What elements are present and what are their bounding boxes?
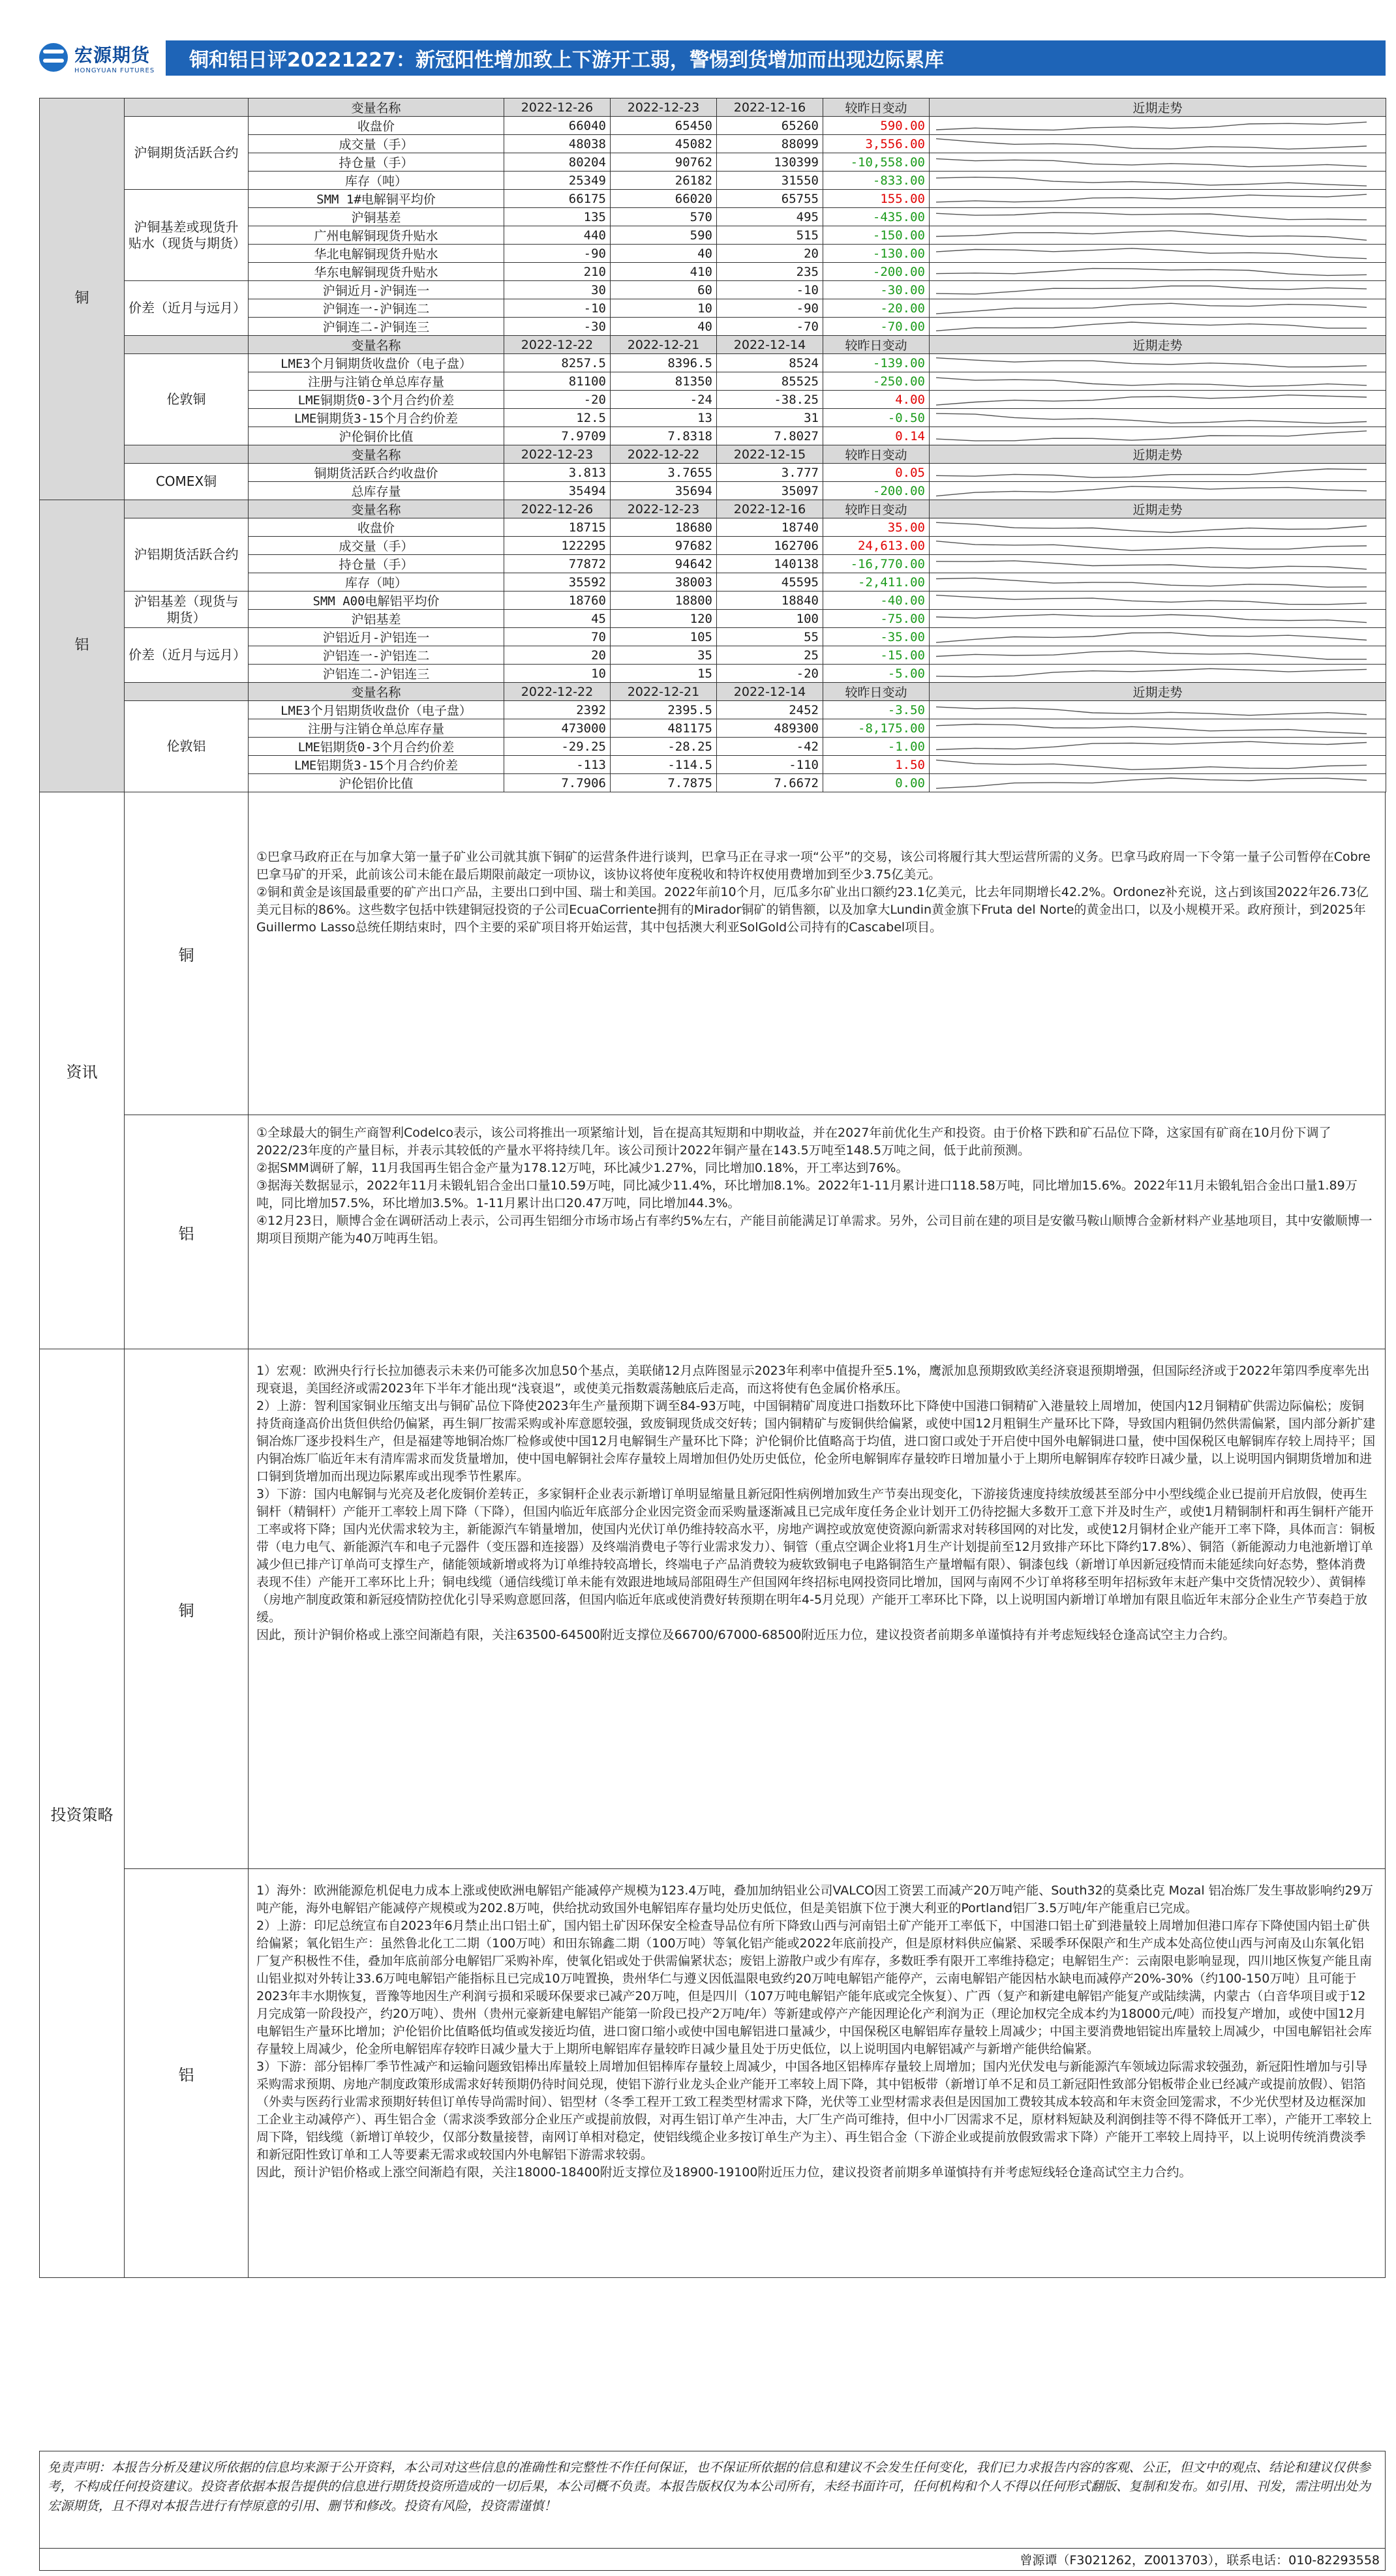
row-name: 沪铝连二-沪铝连三 bbox=[249, 665, 504, 683]
trend-sparkline bbox=[930, 372, 1386, 391]
col-header-date: 2022-12-23 bbox=[611, 500, 717, 518]
row-value: -10 bbox=[717, 281, 823, 299]
row-value: -29.25 bbox=[504, 738, 611, 756]
col-header-change: 较昨日变动 bbox=[823, 683, 930, 701]
row-value: 140138 bbox=[717, 555, 823, 573]
row-change: 3,556.00 bbox=[823, 135, 930, 153]
row-change: -70.00 bbox=[823, 318, 930, 336]
col-header-date: 2022-12-23 bbox=[611, 98, 717, 117]
row-change: 0.00 bbox=[823, 774, 930, 792]
row-value: 85525 bbox=[717, 372, 823, 391]
col-header-name: 变量名称 bbox=[249, 98, 504, 117]
row-value: 40 bbox=[611, 245, 717, 263]
row-value: 7.6672 bbox=[717, 774, 823, 792]
row-value: 97682 bbox=[611, 537, 717, 555]
row-value: 440 bbox=[504, 226, 611, 245]
row-name: 沪铝基差 bbox=[249, 610, 504, 628]
trend-sparkline bbox=[930, 245, 1386, 263]
row-value: 7.7875 bbox=[611, 774, 717, 792]
row-value: 7.9709 bbox=[504, 427, 611, 445]
row-value: 7.7906 bbox=[504, 774, 611, 792]
row-value: 18740 bbox=[717, 518, 823, 537]
table-row bbox=[40, 518, 1386, 537]
trend-sparkline bbox=[930, 482, 1386, 500]
strategy-copper bbox=[125, 1349, 1385, 1869]
row-change: -3.50 bbox=[823, 701, 930, 719]
row-change: -20.00 bbox=[823, 299, 930, 318]
row-name: 库存（吨） bbox=[249, 172, 504, 190]
row-value: 495 bbox=[717, 208, 823, 226]
row-name: 沪伦铝价比值 bbox=[249, 774, 504, 792]
trend-sparkline bbox=[930, 299, 1386, 318]
col-header-date: 2022-12-14 bbox=[717, 336, 823, 354]
row-name: 铜期货活跃合约收盘价 bbox=[249, 464, 504, 482]
row-value: 135 bbox=[504, 208, 611, 226]
table-row bbox=[40, 592, 1386, 610]
row-value: 3.777 bbox=[717, 464, 823, 482]
logo-en: HONGYUAN FUTURES bbox=[74, 67, 155, 74]
trend-sparkline bbox=[930, 518, 1386, 537]
row-name: LME3个月铜期货收盘价（电子盘） bbox=[249, 354, 504, 372]
col-header-change: 较昨日变动 bbox=[823, 500, 930, 518]
row-value: 35097 bbox=[717, 482, 823, 500]
row-value: -90 bbox=[504, 245, 611, 263]
row-name: LME铜期货3-15个月合约价差 bbox=[249, 409, 504, 427]
row-value: 65450 bbox=[611, 117, 717, 135]
row-value: 66020 bbox=[611, 190, 717, 208]
header-blank bbox=[125, 336, 249, 354]
row-value: 7.8318 bbox=[611, 427, 717, 445]
row-change: -15.00 bbox=[823, 646, 930, 665]
trend-sparkline bbox=[930, 153, 1386, 172]
row-value: 66040 bbox=[504, 117, 611, 135]
col-header-date: 2022-12-14 bbox=[717, 683, 823, 701]
col-header-trend: 近期走势 bbox=[930, 500, 1386, 518]
row-value: 489300 bbox=[717, 719, 823, 738]
table-row bbox=[40, 117, 1386, 135]
row-value: 15 bbox=[611, 665, 717, 683]
strategy-al-label: 铝 bbox=[125, 1869, 249, 2277]
row-value: 2392 bbox=[504, 701, 611, 719]
row-change: -75.00 bbox=[823, 610, 930, 628]
table-row bbox=[40, 190, 1386, 208]
col-header-change: 较昨日变动 bbox=[823, 98, 930, 117]
row-value: -114.5 bbox=[611, 756, 717, 774]
row-change: -40.00 bbox=[823, 592, 930, 610]
row-change: 590.00 bbox=[823, 117, 930, 135]
trend-sparkline bbox=[930, 135, 1386, 153]
trend-sparkline bbox=[930, 409, 1386, 427]
disclaimer: 免责声明：本报告分析及建议所依据的信息均来源于公开资料，本公司对这些信息的准确性和完整性不作任何保证，也不保证所依据的信息和建议不会发生任何变化，我们已力求报告内容的客观、公正，但文中的观点、结论和建议仅供参考，不构成任何投资建议。投资者依据本报告提供的信息进行期货投资所造成的一切后果，本公司概不负责。本报告版权仅为本公司所有，未经书面许可，任何机构和个人不得以任何形式翻版、复制和发布。如引用、刊发，需注明出处为宏源期货，且不得对本报告进行有悖原意的引用、删节和修改。投资有风险，投资需谨慎！ bbox=[39, 2451, 1386, 2549]
logo-mark-icon bbox=[39, 43, 68, 72]
row-name: SMM 1#电解铜平均价 bbox=[249, 190, 504, 208]
strategy-copper-text: 1）宏观：欧洲央行行长拉加德表示未来仍可能多次加息50个基点，美联储12月点阵图显示2023年利率中值提升至5.1%，鹰派加息预期致欧美经济衰退预期增强，但国际经济或于2022年第四季度率先出现衰退，美国经济或需2023年下半年才能出现“浅衰退”，或使美元指数震荡触底后走高，而这将使有色金属价格承压。 2）上游：智利国家铜业压缩支出与铜矿品位下降使2023年生产量预期下调至84-93万吨，中国铜精矿周度进口指数环比下降使中国港口铜精矿入港量较上周增加，使国内12月铜精矿供需边际偏松；废铜持货商逢高价出货但供给仍偏紧，再生铜厂按需采购或补库意愿较强，致废铜现货成交好转；国内铜精矿与废铜供给偏紧，或使中国12月粗铜生产量环比下降，导致国内粗铜仍然供需偏紧，国内部分新扩建铜冶炼厂逐步投料生产，但是福建等地铜冶炼厂检修或使中国12月电解铜生产量环比下降；沪伦铜价比值略高于均值，进口窗口或处于开启使中国外电解铜进口量，使中国保税区电解铜库存较上周持平；国内铜冶炼厂临近年末有清库需求而发货量增加，使中国电解铜社会库存量较上周增加但仍处历史低位，伦金所电解铜库存量较昨日增加量小于上期所电解铜库存较昨日减少量，以上说明国内铜期货增加和进口铜到货增加而出现边际累库或出现季节性累库。 3）下游：国内电解铜与光亮及老化废铜价差转正，多家铜杆企业表示新增订单明显缩量且新冠阳性病例增加致生产节奏出现变化，下游接货速度持续放缓甚至部分中小型线缆企业已提前开启放假，使再生铜杆（精铜杆）产能开工率较上周下降（下降），但国内临近年底部分企业因完资金而采购量逐渐减且已完成年度任务企业计划开工仍待挖掘大多数开工意下并及时生产，或使1月精铜制杆和再生铜杆产能开工率或将下降；国内光伏需求较为主，新能源汽车销量增加，使国内光伏订单仍维持较高水平，房地产调控或放宽使资源向新需求对转移国网的对比发，或使12月铜材企业产能开工率下降，具体而言：铜板带（电力电气、新能源汽车和电子元器件（变压器和连接器）及终端消费电子等行业需求发力）、铜管（重点空调企业将1月生产计划提前至12月致排产环比下降约17.8%）、铜箔（新能源动力电池新增订单减少但已排产订单尚可支撑生产，储能领域新增或将为订单维持较高增长，终端电子产品消费较为疲软致铜电子电路铜箔生产量增幅有限）、铜漆包线（新增订单因新冠疫情而未能延续向好态势，整体消费表现不佳）产能开工率环比上升；铜电线缆（通信线缆订单未能有效跟进地域局部阻碍生产但国网年终招标电网投资同比增加，国网与南网不少订单将移至明年招标致年末赶产集中交货情况较少）、黄铜棒（房地产制度政策和新冠疫情防控优化引导采购意愿回落，但国内临近年底或使消费好转预期在明年4-5月兑现）产能开工率环比下降，以上说明国内新增订单增加有限且临近年末部分企业生产节奏趋于放缓。 因此，预计沪铜价格或上涨空间渐趋有限，关注63500-64500附近支撑位及66700/67000-68500附近压力位，建议投资者前期多单谨慎持有并考虑短线轻仓逢高试空主力合约。 bbox=[256, 1364, 1376, 1642]
group-label: 伦敦铝 bbox=[125, 701, 249, 792]
col-header-trend: 近期走势 bbox=[930, 683, 1386, 701]
row-change: 155.00 bbox=[823, 190, 930, 208]
row-change: -833.00 bbox=[823, 172, 930, 190]
trend-sparkline bbox=[930, 610, 1386, 628]
group-label: COMEX铜 bbox=[125, 464, 249, 500]
row-change: 1.50 bbox=[823, 756, 930, 774]
row-value: 18715 bbox=[504, 518, 611, 537]
row-value: 10 bbox=[611, 299, 717, 318]
row-name: 注册与注销仓单总库存量 bbox=[249, 372, 504, 391]
col-header-date: 2022-12-21 bbox=[611, 336, 717, 354]
row-name: LME3个月铝期货收盘价（电子盘） bbox=[249, 701, 504, 719]
row-value: 2452 bbox=[717, 701, 823, 719]
row-value: -42 bbox=[717, 738, 823, 756]
trend-sparkline bbox=[930, 208, 1386, 226]
row-value: 410 bbox=[611, 263, 717, 281]
row-value: 48038 bbox=[504, 135, 611, 153]
table-row bbox=[40, 628, 1386, 646]
group-label: 价差（近月与远月） bbox=[125, 628, 249, 683]
news-copper-label: 铜 bbox=[125, 792, 249, 1115]
strategy-copper-label: 铜 bbox=[125, 1349, 249, 1868]
row-value: 20 bbox=[717, 245, 823, 263]
strategy-section bbox=[39, 1349, 1386, 2278]
row-value: 3.813 bbox=[504, 464, 611, 482]
row-name: SMM A00电解铝平均价 bbox=[249, 592, 504, 610]
row-value: 45 bbox=[504, 610, 611, 628]
col-header-date: 2022-12-22 bbox=[611, 445, 717, 464]
trend-sparkline bbox=[930, 555, 1386, 573]
trend-sparkline bbox=[930, 738, 1386, 756]
trend-sparkline bbox=[930, 592, 1386, 610]
trend-sparkline bbox=[930, 701, 1386, 719]
col-header-date: 2022-12-16 bbox=[717, 98, 823, 117]
col-header-date: 2022-12-22 bbox=[504, 336, 611, 354]
row-name: 持仓量（手） bbox=[249, 153, 504, 172]
trend-sparkline bbox=[930, 427, 1386, 445]
row-name: 沪铜基差 bbox=[249, 208, 504, 226]
col-header-date: 2022-12-15 bbox=[717, 445, 823, 464]
row-value: 162706 bbox=[717, 537, 823, 555]
trend-sparkline bbox=[930, 628, 1386, 646]
trend-sparkline bbox=[930, 190, 1386, 208]
row-change: -5.00 bbox=[823, 665, 930, 683]
row-change: 0.14 bbox=[823, 427, 930, 445]
col-header-date: 2022-12-21 bbox=[611, 683, 717, 701]
col-header-date: 2022-12-23 bbox=[504, 445, 611, 464]
trend-sparkline bbox=[930, 646, 1386, 665]
table-header-row bbox=[40, 98, 1386, 117]
table-header-row bbox=[40, 336, 1386, 354]
trend-sparkline bbox=[930, 117, 1386, 135]
row-value: 18680 bbox=[611, 518, 717, 537]
row-value: 40 bbox=[611, 318, 717, 336]
row-value: 590 bbox=[611, 226, 717, 245]
row-name: 沪铝连一-沪铝连二 bbox=[249, 646, 504, 665]
group-label: 沪铝期货活跃合约 bbox=[125, 518, 249, 592]
row-name: 沪铝近月-沪铝连一 bbox=[249, 628, 504, 646]
row-value: -30 bbox=[504, 318, 611, 336]
table-header-row bbox=[40, 500, 1386, 518]
row-value: 10 bbox=[504, 665, 611, 683]
row-name: 沪铜连二-沪铜连三 bbox=[249, 318, 504, 336]
row-name: 成交量（手） bbox=[249, 135, 504, 153]
trend-sparkline bbox=[930, 226, 1386, 245]
row-change: -150.00 bbox=[823, 226, 930, 245]
row-name: 收盘价 bbox=[249, 518, 504, 537]
col-header-date: 2022-12-22 bbox=[504, 683, 611, 701]
trend-sparkline bbox=[930, 391, 1386, 409]
row-value: 65755 bbox=[717, 190, 823, 208]
table-header-row bbox=[40, 445, 1386, 464]
row-change: -16,770.00 bbox=[823, 555, 930, 573]
header-blank bbox=[125, 445, 249, 464]
row-value: 473000 bbox=[504, 719, 611, 738]
report-title: 铜和铝日评20221227：新冠阳性增加致上下游开工弱，警惕到货增加而出现边际累库 bbox=[166, 40, 1386, 76]
report-header bbox=[0, 0, 1396, 78]
trend-sparkline bbox=[930, 774, 1386, 792]
row-value: 81100 bbox=[504, 372, 611, 391]
row-value: -20 bbox=[504, 391, 611, 409]
row-value: -28.25 bbox=[611, 738, 717, 756]
analyst-contact: 曾源谭（F3021262，Z0013703），联系电话：010-82293558 bbox=[39, 2549, 1386, 2571]
row-value: 65260 bbox=[717, 117, 823, 135]
row-value: -90 bbox=[717, 299, 823, 318]
row-value: 8257.5 bbox=[504, 354, 611, 372]
market-data-table bbox=[39, 98, 1386, 792]
row-change: -250.00 bbox=[823, 372, 930, 391]
row-value: 235 bbox=[717, 263, 823, 281]
row-name: 沪铜连一-沪铜连二 bbox=[249, 299, 504, 318]
row-name: LME铝期货0-3个月合约价差 bbox=[249, 738, 504, 756]
row-name: 华北电解铜现货升贴水 bbox=[249, 245, 504, 263]
trend-sparkline bbox=[930, 665, 1386, 683]
row-value: 20 bbox=[504, 646, 611, 665]
row-value: -10 bbox=[504, 299, 611, 318]
metal-label: 铜 bbox=[40, 98, 125, 500]
row-change: -130.00 bbox=[823, 245, 930, 263]
news-aluminum bbox=[125, 1115, 1385, 1349]
row-value: 81350 bbox=[611, 372, 717, 391]
row-change: 4.00 bbox=[823, 391, 930, 409]
row-value: 94642 bbox=[611, 555, 717, 573]
col-header-name: 变量名称 bbox=[249, 445, 504, 464]
row-value: 35694 bbox=[611, 482, 717, 500]
row-value: 210 bbox=[504, 263, 611, 281]
row-change: -200.00 bbox=[823, 482, 930, 500]
row-value: 88099 bbox=[717, 135, 823, 153]
row-value: 12.5 bbox=[504, 409, 611, 427]
strategy-aluminum bbox=[125, 1869, 1385, 2277]
row-change: -30.00 bbox=[823, 281, 930, 299]
row-value: 45082 bbox=[611, 135, 717, 153]
row-change: -2,411.00 bbox=[823, 573, 930, 592]
row-value: 481175 bbox=[611, 719, 717, 738]
row-name: 注册与注销仓单总库存量 bbox=[249, 719, 504, 738]
trend-sparkline bbox=[930, 719, 1386, 738]
row-value: 77872 bbox=[504, 555, 611, 573]
row-value: -24 bbox=[611, 391, 717, 409]
row-change: -0.50 bbox=[823, 409, 930, 427]
row-name: LME铜期货0-3个月合约价差 bbox=[249, 391, 504, 409]
group-label: 沪铜基差或现货升贴水（现货与期货） bbox=[125, 190, 249, 281]
row-value: -38.25 bbox=[717, 391, 823, 409]
col-header-trend: 近期走势 bbox=[930, 445, 1386, 464]
col-header-name: 变量名称 bbox=[249, 683, 504, 701]
col-header-trend: 近期走势 bbox=[930, 336, 1386, 354]
trend-sparkline bbox=[930, 281, 1386, 299]
row-value: 30 bbox=[504, 281, 611, 299]
trend-sparkline bbox=[930, 537, 1386, 555]
table-row bbox=[40, 464, 1386, 482]
row-value: 3.7655 bbox=[611, 464, 717, 482]
row-value: 120 bbox=[611, 610, 717, 628]
col-header-date: 2022-12-16 bbox=[717, 500, 823, 518]
row-name: 收盘价 bbox=[249, 117, 504, 135]
group-label: 沪铝基差（现货与期货） bbox=[125, 592, 249, 628]
row-name: 库存（吨） bbox=[249, 573, 504, 592]
row-value: 8396.5 bbox=[611, 354, 717, 372]
row-value: 31550 bbox=[717, 172, 823, 190]
trend-sparkline bbox=[930, 573, 1386, 592]
row-value: 100 bbox=[717, 610, 823, 628]
col-header-trend: 近期走势 bbox=[930, 98, 1386, 117]
news-copper-text: ①巴拿马政府正在与加拿大第一量子矿业公司就其旗下铜矿的运营条件进行谈判，巴拿马正在寻求一项“公平”的交易，该公司将履行其大型运营所需的义务。巴拿马政府周一下令第一量子公司暂停在Cobre巴拿马矿的开采，此前该公司未能在最后期限前敲定一项协议，该协议将使年度税收和特许权使用费增加到至少3.75亿美元。 ②铜和黄金是该国最重要的矿产出口产品，主要出口到中国、瑞士和美国。2022年前10个月，厄瓜多尔矿业出口额约23.1亿美元，比去年同期增长42.2%。Ordonez补充说，这占到该国2022年26.73亿美元目标的86%。这些数字包括中铁建铜冠投资的子公司EcuaCorriente拥有的Mirador铜矿的销售额，以及加拿大Lundin黄金旗下Fruta del Norte的黄金出口，以及小规模开采。政府预计，到2025年Guillermo Lasso总统任期结束时，四个主要的采矿项目将开始运营，其中包括澳大利亚SolGold公司持有的Cascabel项目。 bbox=[256, 850, 1371, 935]
row-value: -113 bbox=[504, 756, 611, 774]
row-value: 55 bbox=[717, 628, 823, 646]
row-value: 45595 bbox=[717, 573, 823, 592]
row-value: 35 bbox=[611, 646, 717, 665]
row-value: 122295 bbox=[504, 537, 611, 555]
trend-sparkline bbox=[930, 263, 1386, 281]
col-header-change: 较昨日变动 bbox=[823, 445, 930, 464]
row-value: 570 bbox=[611, 208, 717, 226]
strategy-al-text: 1）海外：欧洲能源危机促电力成本上涨或使欧洲电解铝产能减停产规模为123.4万吨，叠加加纳铝业公司VALCO因工资罢工而减产20万吨产能、South32的莫桑比克 Mozal 铝冶炼厂发生事故影响约29万吨产能，海外电解铝产能减停产规模或为202.8万吨，供给扰动致国外电解铝库存量均处历史低位，但是美铝旗下位于澳大利亚的Portland铝厂3.5万吨/年产能重启已完成。 2）上游：印尼总统宣布自2023年6月禁止出口铝土矿，国内铝土矿因环保安全检查导品位有所下降致山西与河南铝土矿产能开工率低下，中国港口铝土矿到港量较上周增加但港口库存下降使国内铝土矿供给偏紧；氧化铝生产：虽然鲁北化工二期（100万吨）和田东锦鑫二期（100万吨）等氧化铝产能或2022年底前投产，但是原材料供应偏紧、采暖季环保限产和生产成本处高位使山西与河南及山东氧化铝厂复产积极性不佳，叠加年底前部分电解铝厂采购补库，使氧化铝或处于供需偏紧状态；废铝上游散户或少有库存，多数旺季有限开工率维持稳定；电解铝生产：云南限电影响显现，四川地区恢复产能且南山铝业拟对外转让33.6万吨电解铝产能指标且已完成10万吨置换，贵州华仁与遵义因低温限电致约20万吨电解铝产能停产，云南电解铝产能因枯水缺电而减停产20%-30%（约100-150万吨）且可能于2023年丰水期恢复，晋豫等地因生产利润亏损和采暖环保要求已减产20万吨，但是四川（107万吨电解铝产能年底或完全恢复）、广西（复产和新建电解铝产能复产或陆续满，内蒙古（白音华项目或于12月完成第一阶段投产，约20万吨）、贵州（贵州元豪新建电解铝产能第一阶段已投产2万吨/年）等新建或停产产能因理论化产利润为正（理论加权完全成本约为18000元/吨）而投复产增加，或使中国12月电解铝生产量环比增加；沪伦铝价比值略低均值或发接近均值，进口窗口缩小或使中国电解铝进口量减少，中国保税区电解铝库存量较上周减少；中国主要消费地铝锭出库量较上周减少，中国电解铝社会库存量较上周减少，伦金所电解铝库存较昨日减少量大于上期所电解铝库存量较昨日减少量且处于历史低位，以上说明国内电解铝减产与新增产能供给偏紧。 3）下游：部分铝棒厂季节性减产和运输问题致铝棒出库量较上周增加但铝棒库存量较上周减少，中国各地区铝棒库存量较上周增加；国内光伏发电与新能源汽车领域边际需求较强劲，新冠阳性增加与引导采购需求预期、房地产制度政策形成需求好转预期仍待时间兑现，使铝下游行业龙头企业产能开工率较上周下降，其中铝板带（新增订单不足和员工新冠阳性致部分铝板带企业已经减产或提前放假）、铝箔（外卖与医药行业需求预期好转但订单传导尚需时间）、铝型材（冬季工程开工致工程类型材需求下降，光伏等工业型材需求表但是因国加工费较其成本较高和年末资金回笼需求，不少光伏型材及边框深加工企业主动减停产）、再生铝合金（需求淡季致部分企业压产或提前放假，对再生铝订单产生冲击，大厂生产尚可维持，但中小厂因需求不足，原材料短缺及利润倒挂等不得不降低开工率），产能开工率较上周下降，铝线缆（新增订单较少，仅部分数量接替，南网订单相对稳定，使铝线缆企业多按订单生产为主）、再生铝合金（下游企业或提前放假致需求下降）产能开工率较上周持平，以上说明传统消费淡季和新冠阳性致订单和工人等要素无需求或较国内外电解铝下游需求较弱。 因此，预计沪铝价格或上涨空间渐趋有限，关注18000-18400附近支撑位及18900-19100附近压力位，建议投资者前期多单谨慎持有并考虑短线轻仓逢高试空主力合约。 bbox=[256, 1883, 1373, 2179]
trend-sparkline bbox=[930, 756, 1386, 774]
row-value: -70 bbox=[717, 318, 823, 336]
metal-label: 铝 bbox=[40, 500, 125, 792]
col-header-change: 较昨日变动 bbox=[823, 336, 930, 354]
row-value: 35494 bbox=[504, 482, 611, 500]
strategy-label: 投资策略 bbox=[40, 1349, 125, 2277]
row-change: -435.00 bbox=[823, 208, 930, 226]
row-value: 70 bbox=[504, 628, 611, 646]
row-value: 25349 bbox=[504, 172, 611, 190]
logo-cn: 宏源期货 bbox=[74, 44, 151, 66]
row-name: 沪伦铜价比值 bbox=[249, 427, 504, 445]
news-section bbox=[39, 792, 1386, 1349]
row-name: 广州电解铜现货升贴水 bbox=[249, 226, 504, 245]
row-value: 90762 bbox=[611, 153, 717, 172]
row-value: 515 bbox=[717, 226, 823, 245]
group-label: 沪铜期货活跃合约 bbox=[125, 117, 249, 190]
row-value: 31 bbox=[717, 409, 823, 427]
header-blank bbox=[125, 683, 249, 701]
table-header-row bbox=[40, 683, 1386, 701]
header-blank bbox=[125, 98, 249, 117]
row-change: 24,613.00 bbox=[823, 537, 930, 555]
col-header-name: 变量名称 bbox=[249, 500, 504, 518]
row-value: 80204 bbox=[504, 153, 611, 172]
row-value: 130399 bbox=[717, 153, 823, 172]
row-name: 成交量（手） bbox=[249, 537, 504, 555]
row-name: 持仓量（手） bbox=[249, 555, 504, 573]
row-name: 沪铜近月-沪铜连一 bbox=[249, 281, 504, 299]
header-blank bbox=[125, 500, 249, 518]
row-value: 38003 bbox=[611, 573, 717, 592]
news-copper bbox=[125, 792, 1385, 1115]
news-al-text: ①全球最大的铜生产商智利Codelco表示，该公司将推出一项紧缩计划，旨在提高其短期和中期收益，并在2027年前优化生产和投资。由于价格下跌和矿石品位下降，这家国有矿商在10月份下调了2022/23年度的产量目标，并表示其较低的产量水平将持续几年。该公司预计2022年铜产量在143.5万吨至148.5万吨之间，低于此前预测。 ②据SMM调研了解，11月我国再生铝合金产量为178.12万吨，环比减少1.27%，同比增加0.18%，开工率达到76%。 ③据海关数据显示，2022年11月未锻轧铝合金出口量10.59万吨，同比减少11.4%，环比增加8.1%。2022年1-11月累计进口118.58万吨，同比增加15.6%。2022年11月未锻轧铝合金出口量1.89万吨，同比增加57.5%，环比增加3.5%。1-11月累计出口20.47万吨，同比增加44.3%。 ④12月23日，顺博合金在调研活动上表示，公司再生铝细分市场市场占有率约5%左右，产能目前能满足订单需求。另外，公司目前在建的项目是安徽马鞍山顺博合金新材料产业基地项目，其中安徽顺博一期项目预期产能为40万吨再生铝。 bbox=[256, 1126, 1373, 1246]
row-name: 总库存量 bbox=[249, 482, 504, 500]
row-value: 13 bbox=[611, 409, 717, 427]
row-value: 2395.5 bbox=[611, 701, 717, 719]
row-change: -1.00 bbox=[823, 738, 930, 756]
row-change: -10,558.00 bbox=[823, 153, 930, 172]
trend-sparkline bbox=[930, 464, 1386, 482]
row-value: 7.8027 bbox=[717, 427, 823, 445]
company-logo bbox=[39, 40, 163, 74]
row-value: 18800 bbox=[611, 592, 717, 610]
row-value: 18840 bbox=[717, 592, 823, 610]
row-name: LME铝期货3-15个月合约价差 bbox=[249, 756, 504, 774]
group-label: 价差（近月与远月） bbox=[125, 281, 249, 336]
row-change: 35.00 bbox=[823, 518, 930, 537]
row-value: -110 bbox=[717, 756, 823, 774]
row-change: -139.00 bbox=[823, 354, 930, 372]
trend-sparkline bbox=[930, 172, 1386, 190]
row-change: 0.05 bbox=[823, 464, 930, 482]
row-change: -8,175.00 bbox=[823, 719, 930, 738]
table-row bbox=[40, 701, 1386, 719]
row-value: 26182 bbox=[611, 172, 717, 190]
row-name: 华东电解铜现货升贴水 bbox=[249, 263, 504, 281]
table-row bbox=[40, 281, 1386, 299]
row-value: 66175 bbox=[504, 190, 611, 208]
row-value: -20 bbox=[717, 665, 823, 683]
trend-sparkline bbox=[930, 318, 1386, 336]
row-change: -200.00 bbox=[823, 263, 930, 281]
group-label: 伦敦铜 bbox=[125, 354, 249, 445]
row-value: 105 bbox=[611, 628, 717, 646]
row-value: 25 bbox=[717, 646, 823, 665]
col-header-date: 2022-12-26 bbox=[504, 98, 611, 117]
row-value: 18760 bbox=[504, 592, 611, 610]
news-al-label: 铝 bbox=[125, 1115, 249, 1349]
row-value: 60 bbox=[611, 281, 717, 299]
col-header-name: 变量名称 bbox=[249, 336, 504, 354]
trend-sparkline bbox=[930, 354, 1386, 372]
row-change: -35.00 bbox=[823, 628, 930, 646]
table-row bbox=[40, 354, 1386, 372]
row-value: 35592 bbox=[504, 573, 611, 592]
row-value: 8524 bbox=[717, 354, 823, 372]
col-header-date: 2022-12-26 bbox=[504, 500, 611, 518]
news-label: 资讯 bbox=[40, 792, 125, 1349]
